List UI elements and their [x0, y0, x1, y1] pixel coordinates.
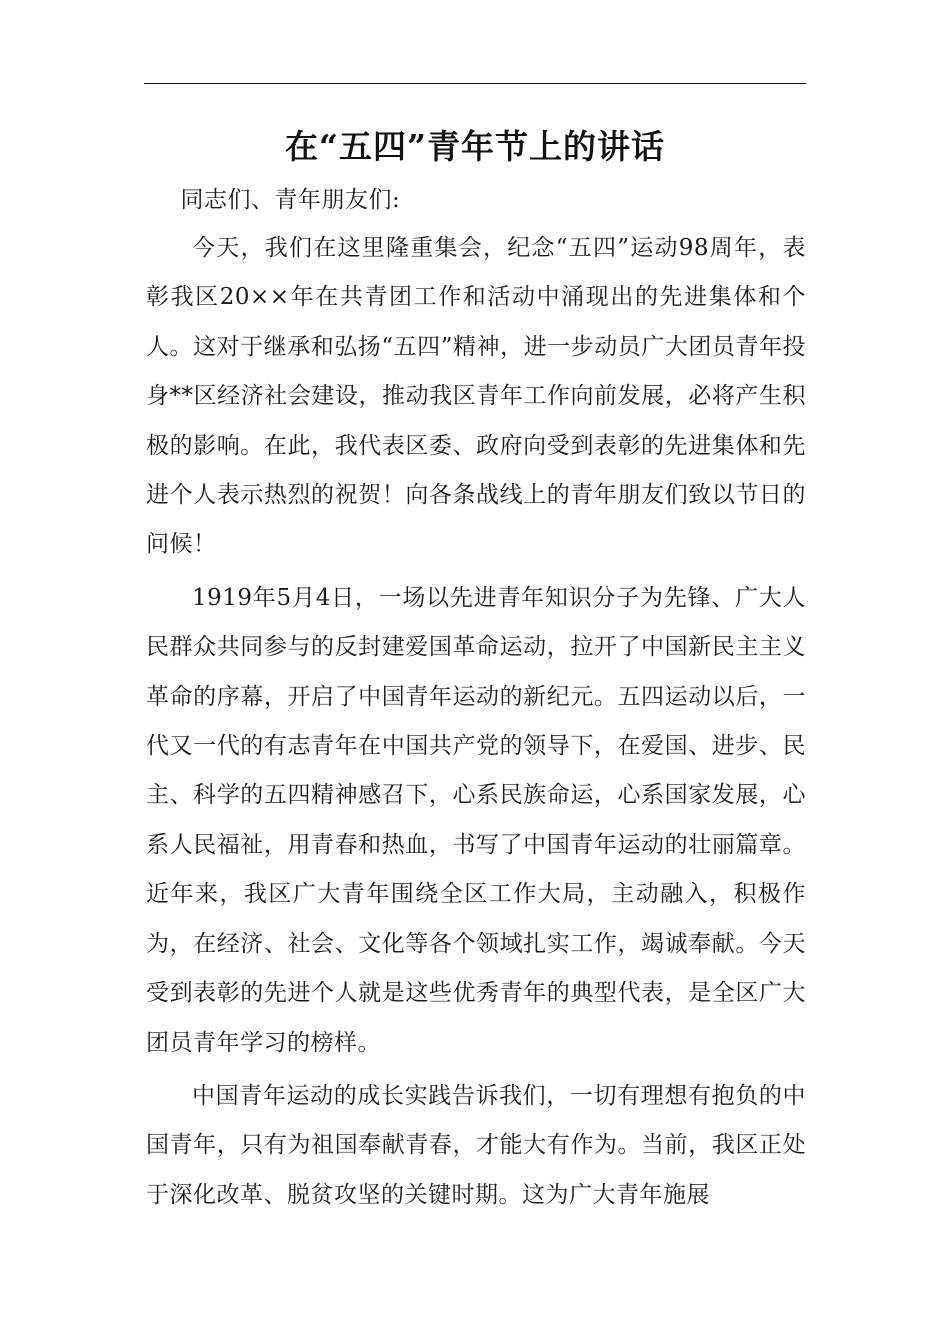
paragraph-2: 1919年5月4日，一场以先进青年知识分子为先锋、广大人民群众共同参与的反封建爱国革命运动，拉开了中国新民主主义革命的序幕，开启了中国青年运动的新纪元。五四运动以后，一代又一代的有志青年在中国共产党的领导下，在爱国、进步、民主、科学的五四精神感召下，心系民族命运，心系国家发展，心系人民福祉，用青春和热血，书写了中国青年运动的壮丽篇章。近年来，我区广大青年围绕全区工作大局，主动融入，积极作为，在经济、社会、文化等各个领域扎实工作，竭诚奉献。今天受到表彰的先进个人就是这些优秀青年的典型代表，是全区广大团员青年学习的榜样。 [146, 584, 806, 1056]
header-rule [144, 83, 806, 84]
paragraph-3: 中国青年运动的成长实践告诉我们，一切有理想有抱负的中国青年，只有为祖国奉献青春，才能大有作为。当前，我区正处于深化改革、脱贫攻坚的关键时期。这为广大青年施展 [146, 1082, 806, 1208]
salutation: 同志们、青年朋友们: [180, 187, 401, 213]
paragraph-1: 今天，我们在这里隆重集会，纪念“五四”运动98周年，表彰我区20××年在共青团工作和活动中涌现出的先进集体和个人。这对于继承和弘扬“五四”精神，进一步动员广大团员青年投身**区经济社会建设，推动我区青年工作向前发展，必将产生积极的影响。在此，我代表区委、政府向受到表彰的先进集体和先进个人表示热烈的祝贺！向各条战线上的青年朋友们致以节日的问候！ [146, 235, 806, 558]
document-title: 在“五四”青年节上的讲话 [285, 127, 665, 166]
document-body [146, 178, 806, 1220]
